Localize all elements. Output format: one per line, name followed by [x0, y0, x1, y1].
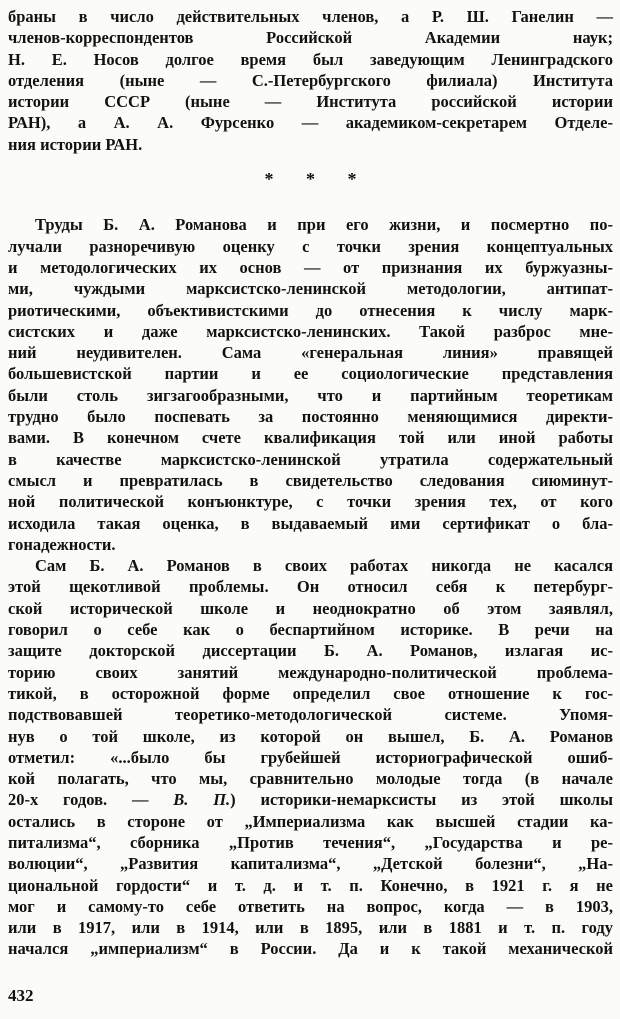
text-segment: ния истории РАН. [8, 134, 143, 154]
text-segment: торию своих занятий международно-политической проблема- [8, 662, 613, 682]
text-segment: смысл и превратилась в свидетельство следования сиюминут- [8, 470, 613, 490]
text-line [8, 427, 613, 448]
text-segment: защите докторской диссертации Б. А. Романов, излагая ис- [8, 641, 613, 661]
text-line [8, 811, 613, 832]
text-segment: лучали разноречивую оценку с точки зрения концептуальных [8, 236, 613, 256]
text-line [8, 662, 613, 683]
text-line [8, 555, 613, 576]
text-segment: Н. Е. Носов долгое время был заведующим Ленинградского [8, 49, 613, 69]
text-segment: волюции“, „Развития капитализма“, „Детской болезни“, „На- [8, 854, 613, 874]
text-segment: этой щекотливой проблемы. Он относил себя к петербург- [8, 577, 613, 597]
text-line [8, 449, 613, 470]
text-line [8, 534, 613, 555]
text-line [8, 112, 613, 133]
editorial-initials-italic: В. П. [173, 790, 231, 810]
text-segment: трудно было поспевать за постоянно меняющимися директи- [8, 407, 613, 427]
text-line [8, 789, 613, 810]
text-line [8, 875, 613, 896]
section-separator: * * * [264, 169, 371, 190]
text-line [8, 747, 613, 768]
text-line [8, 768, 613, 789]
text-segment: вами. В конечном счете квалификация той или иной работы [8, 428, 613, 448]
text-segment: в качестве марксистско-ленинской утратила содержательный [8, 449, 613, 469]
paragraph-continuation [8, 6, 613, 155]
text-segment: питализма“, сборника „Против течения“, „Государства и ре- [8, 832, 613, 852]
text-line [8, 896, 613, 917]
text-segment: ми, чуждыми марксистско-ленинской методологии, антипат- [8, 279, 613, 299]
text-line [8, 470, 613, 491]
text-segment: ) историки-немарксисты из этой школы [230, 790, 613, 810]
text-segment: ной политической конъюнктуре, с точки зрения тех, от кого [8, 492, 613, 512]
text-line [8, 640, 613, 661]
text-line [8, 70, 613, 91]
text-segment: отметил: «...было бы грубейшей историографической ошиб- [8, 747, 613, 767]
text-segment: РАН), а А. А. Фурсенко — академиком-секретарем Отделе- [8, 113, 613, 133]
text-segment: и методологических их основ — от признания их буржуазны- [8, 257, 613, 277]
text-segment: большевистской партии и ее социологические представления [8, 364, 613, 384]
text-line [8, 832, 613, 853]
text-line [8, 938, 613, 959]
paragraph [8, 214, 613, 555]
text-line [8, 683, 613, 704]
text-line [8, 385, 613, 406]
text-segment: браны в число действительных членов, а Р. Ш. Ганелин — [8, 7, 613, 26]
text-line [8, 598, 613, 619]
text-segment: кой полагать, что мы, сравнительно молодые тогда (в начале [8, 769, 613, 789]
text-segment: были столь зигзагообразными, что и партийным теоретикам [8, 385, 613, 405]
text-segment: Сам Б. А. Романов в своих работах никогда не касался [35, 556, 613, 576]
text-segment: 20-х годов. — [8, 790, 174, 810]
text-segment: начался „империализм“ в России. Да и к такой механической [8, 939, 613, 959]
text-segment: отделения (ныне — С.-Петербургского филиала) Института [8, 70, 613, 90]
text-line [8, 513, 613, 534]
text-segment: или в 1917, или в 1914, или в 1895, или в 1881 и т. п. году [8, 918, 613, 938]
text-segment: систских и даже марксистско-ленинских. Такой разброс мне- [8, 321, 613, 341]
text-segment: циональной гордости“ и т. д. и т. п. Конечно, в 1921 г. я не [8, 875, 613, 895]
text-segment: риотическими, объективистскими до отнесения к числу марк- [8, 300, 613, 320]
text-segment: исходила такая оценка, в выдаваемый ими сертификат о бла- [8, 513, 613, 533]
text-line [8, 917, 613, 938]
text-line [8, 321, 613, 342]
text-line [8, 278, 613, 299]
paragraph [8, 555, 613, 960]
text-segment: нув о той школе, из которой он вышел, Б. А. Романов [8, 726, 613, 746]
text-line [8, 726, 613, 747]
text-line [8, 257, 613, 278]
text-segment: членов-корреспондентов Российской Академии наук; [8, 28, 613, 48]
text-segment: ской исторической школе и неоднократно об этом заявлял, [8, 598, 613, 618]
text-segment: остались в стороне от „Империализма как высшей стадии ка- [8, 811, 613, 831]
text-line [8, 214, 613, 235]
text-line [8, 27, 613, 48]
text-segment: мог и самому-то себе ответить на вопрос, когда — в 1903, [8, 896, 613, 916]
text-segment: Труды Б. А. Романова и при его жизни, и посмертно по- [35, 215, 613, 235]
text-segment: говорил о себе как о беспартийном историке. В речи на [8, 620, 613, 640]
text-segment: подствовавшей теоретико-методологической системе. Упомя- [8, 705, 613, 725]
text-segment: тикой, в осторожной форме определил свое отношение к гос- [8, 683, 613, 703]
text-line [8, 363, 613, 384]
text-line [8, 236, 613, 257]
text-line [8, 49, 613, 70]
text-line [8, 619, 613, 640]
text-line [8, 853, 613, 874]
page-number: 432 [8, 985, 34, 1005]
text-segment: гонадежности. [8, 534, 116, 554]
text-line [8, 576, 613, 597]
text-line [8, 342, 613, 363]
text-segment: ний неудивителен. Сама «генеральная линия» правящей [8, 343, 613, 363]
text-line [8, 6, 613, 27]
text-segment: истории СССР (ныне — Института российской истории [8, 92, 613, 112]
text-line [8, 406, 613, 427]
text-line [8, 491, 613, 512]
text-line [8, 91, 613, 112]
text-line [8, 704, 613, 725]
text-line [8, 134, 613, 155]
text-line [8, 300, 613, 321]
